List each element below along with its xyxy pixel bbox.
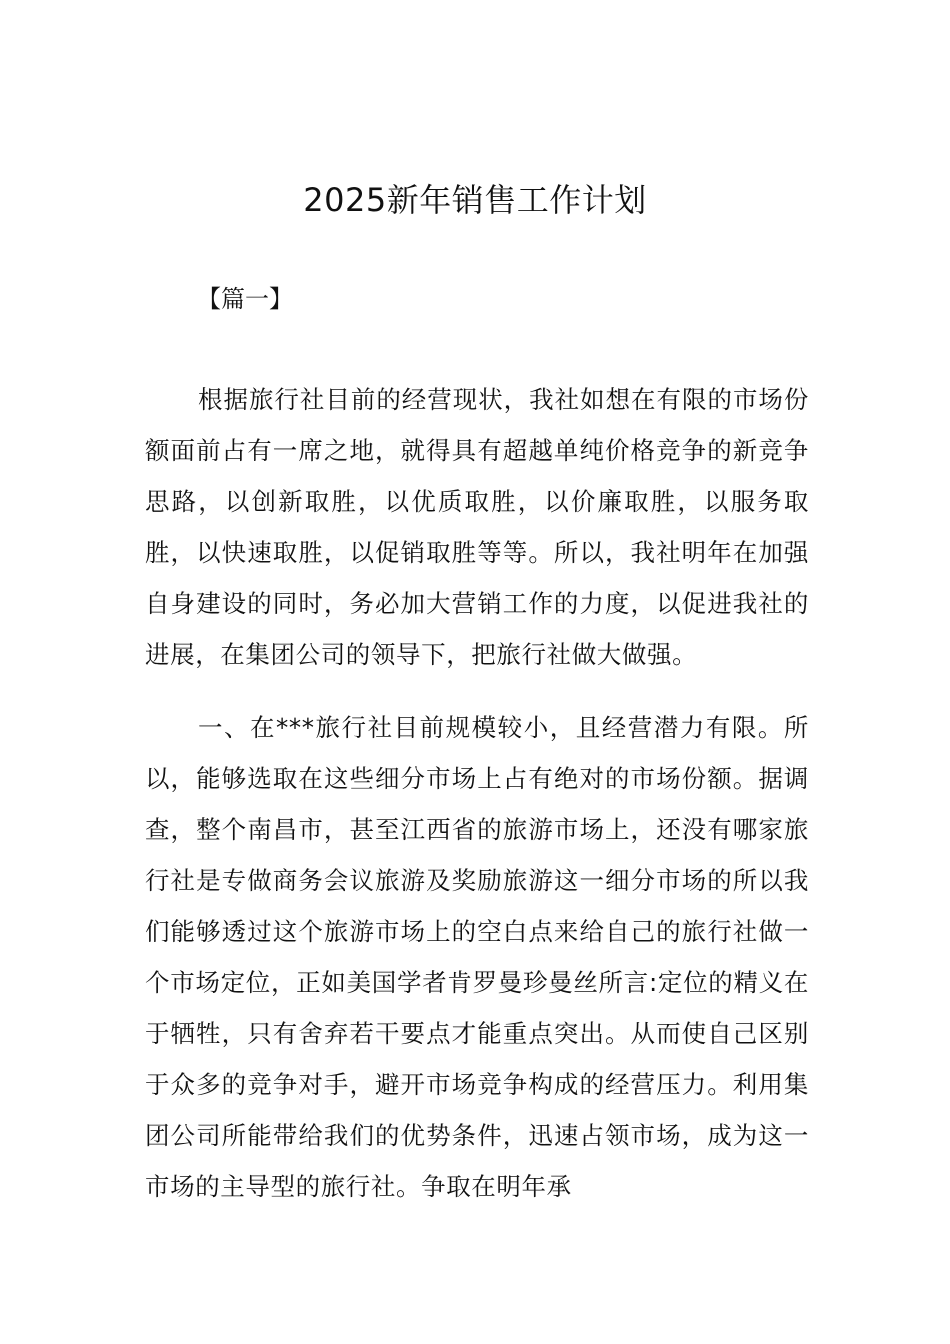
paragraph-2: 一、在***旅行社目前规模较小，且经营潜力有限。所以，能够选取在这些细分市场上占有绝对的市场份额。据调查，整个南昌市，甚至江西省的旅游市场上，还没有哪家旅行社是专做商务会议旅游及奖励旅游这一细分市场的所以我们能够透过这个旅游市场上的空白点来给自己的旅行社做一个市场定位，正如美国学者肯罗曼珍曼丝所言:定位的精义在于牺牲，只有舍弃若干要点才能重点突出。从而使自己区别于众多的竞争对手，避开市场竞争构成的经营压力。利用集团公司所能带给我们的优势条件，迅速占领市场，成为这一市场的主导型的旅行社。争取在明年承 (145, 713, 809, 1201)
document-title: 2025新年销售工作计划 (303, 181, 647, 219)
paragraph-1: 根据旅行社目前的经营现状，我社如想在有限的市场份额面前占有一席之地，就得具有超越单纯价格竞争的新竞争思路，以创新取胜，以优质取胜，以价廉取胜，以服务取胜，以快速取胜，以促销取胜等等。所以，我社明年在加强自身建设的同时，务必加大营销工作的力度，以促进我社的进展，在集团公司的领导下，把旅行社做大做强。 (145, 385, 809, 669)
section-label: 【篇一】 (197, 285, 293, 313)
